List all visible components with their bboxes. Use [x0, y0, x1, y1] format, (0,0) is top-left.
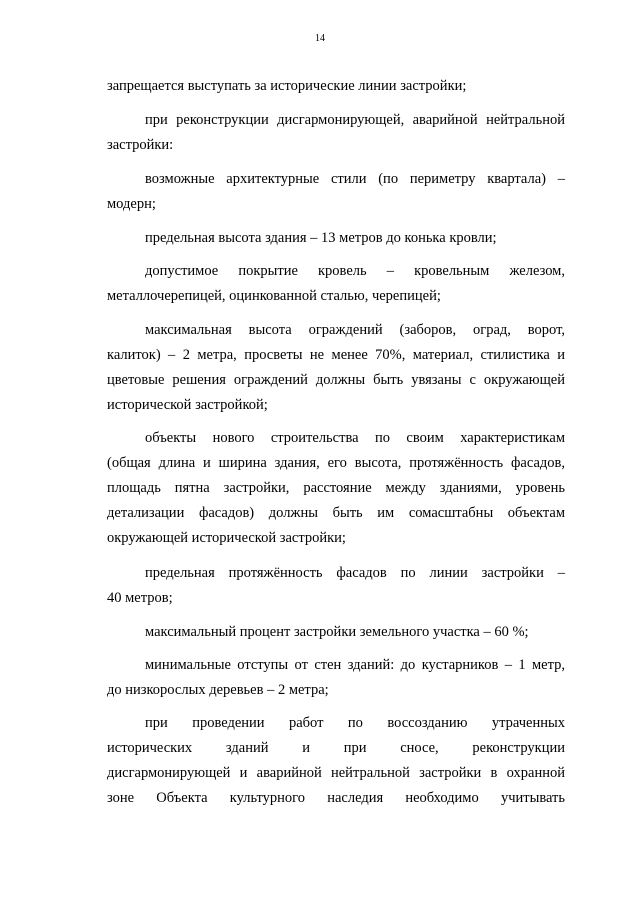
paragraph-line: при проведении работ по воссозданию утраченных	[145, 715, 565, 731]
paragraph-line: дисгармонирующей и аварийной нейтральной застройки в охранной	[107, 765, 565, 781]
paragraph-line: допустимое покрытие кровель – кровельным железом,	[145, 263, 565, 279]
paragraph-line: цветовые решения ограждений должны быть увязаны с окружающей	[107, 372, 565, 388]
paragraph-line: исторической застройкой;	[107, 397, 268, 413]
paragraph-1	[107, 74, 565, 99]
paragraph-5	[107, 259, 565, 309]
paragraph-2	[107, 108, 565, 158]
paragraph-line: зоне Объекта культурного наследия необходимо учитывать	[107, 790, 565, 806]
paragraph-line: до низкорослых деревьев – 2 метра;	[107, 682, 329, 698]
paragraph-10	[107, 653, 565, 703]
paragraph-line: объекты нового строительства по своим характеристикам	[145, 430, 565, 446]
paragraph-8	[107, 561, 565, 611]
paragraph-line: окружающей исторической застройки;	[107, 530, 346, 546]
paragraph-line: застройки:	[107, 137, 174, 153]
page-number: 14	[315, 33, 325, 44]
paragraph-line: максимальная высота ограждений (заборов, оград, ворот,	[145, 322, 565, 338]
paragraph-line: калиток) – 2 метра, просветы не менее 70%, материал, стилистика и	[107, 347, 565, 363]
paragraph-line: максимальный процент застройки земельного участка – 60 %;	[145, 624, 529, 640]
paragraph-4	[107, 226, 565, 251]
paragraph-line: предельная протяжённость фасадов по линии застройки –	[145, 565, 565, 581]
paragraph-line: исторических зданий и при сносе, реконструкции	[107, 740, 565, 756]
paragraph-line: минимальные отступы от стен зданий: до кустарников – 1 метр,	[145, 657, 565, 673]
paragraph-11	[107, 711, 565, 811]
paragraph-6	[107, 318, 565, 418]
paragraph-line: детализации фасадов) должны быть им сомасштабны объектам	[107, 505, 565, 521]
paragraph-line: запрещается выступать за исторические линии застройки;	[107, 78, 467, 94]
paragraph-7	[107, 426, 565, 551]
paragraph-line: 40 метров;	[107, 590, 173, 606]
paragraph-line: предельная высота здания – 13 метров до конька кровли;	[145, 230, 497, 246]
paragraph-9	[107, 620, 565, 645]
paragraph-3	[107, 167, 565, 217]
paragraph-line: модерн;	[107, 196, 156, 212]
paragraph-line: металлочерепицей, оцинкованной сталью, черепицей;	[107, 288, 441, 304]
paragraph-line: возможные архитектурные стили (по периметру квартала) –	[145, 171, 565, 187]
paragraph-line: площадь пятна застройки, расстояние между зданиями, уровень	[107, 480, 565, 496]
paragraph-line: (общая длина и ширина здания, его высота, протяжённость фасадов,	[107, 455, 565, 471]
paragraph-line: при реконструкции дисгармонирующей, аварийной нейтральной	[145, 112, 565, 128]
